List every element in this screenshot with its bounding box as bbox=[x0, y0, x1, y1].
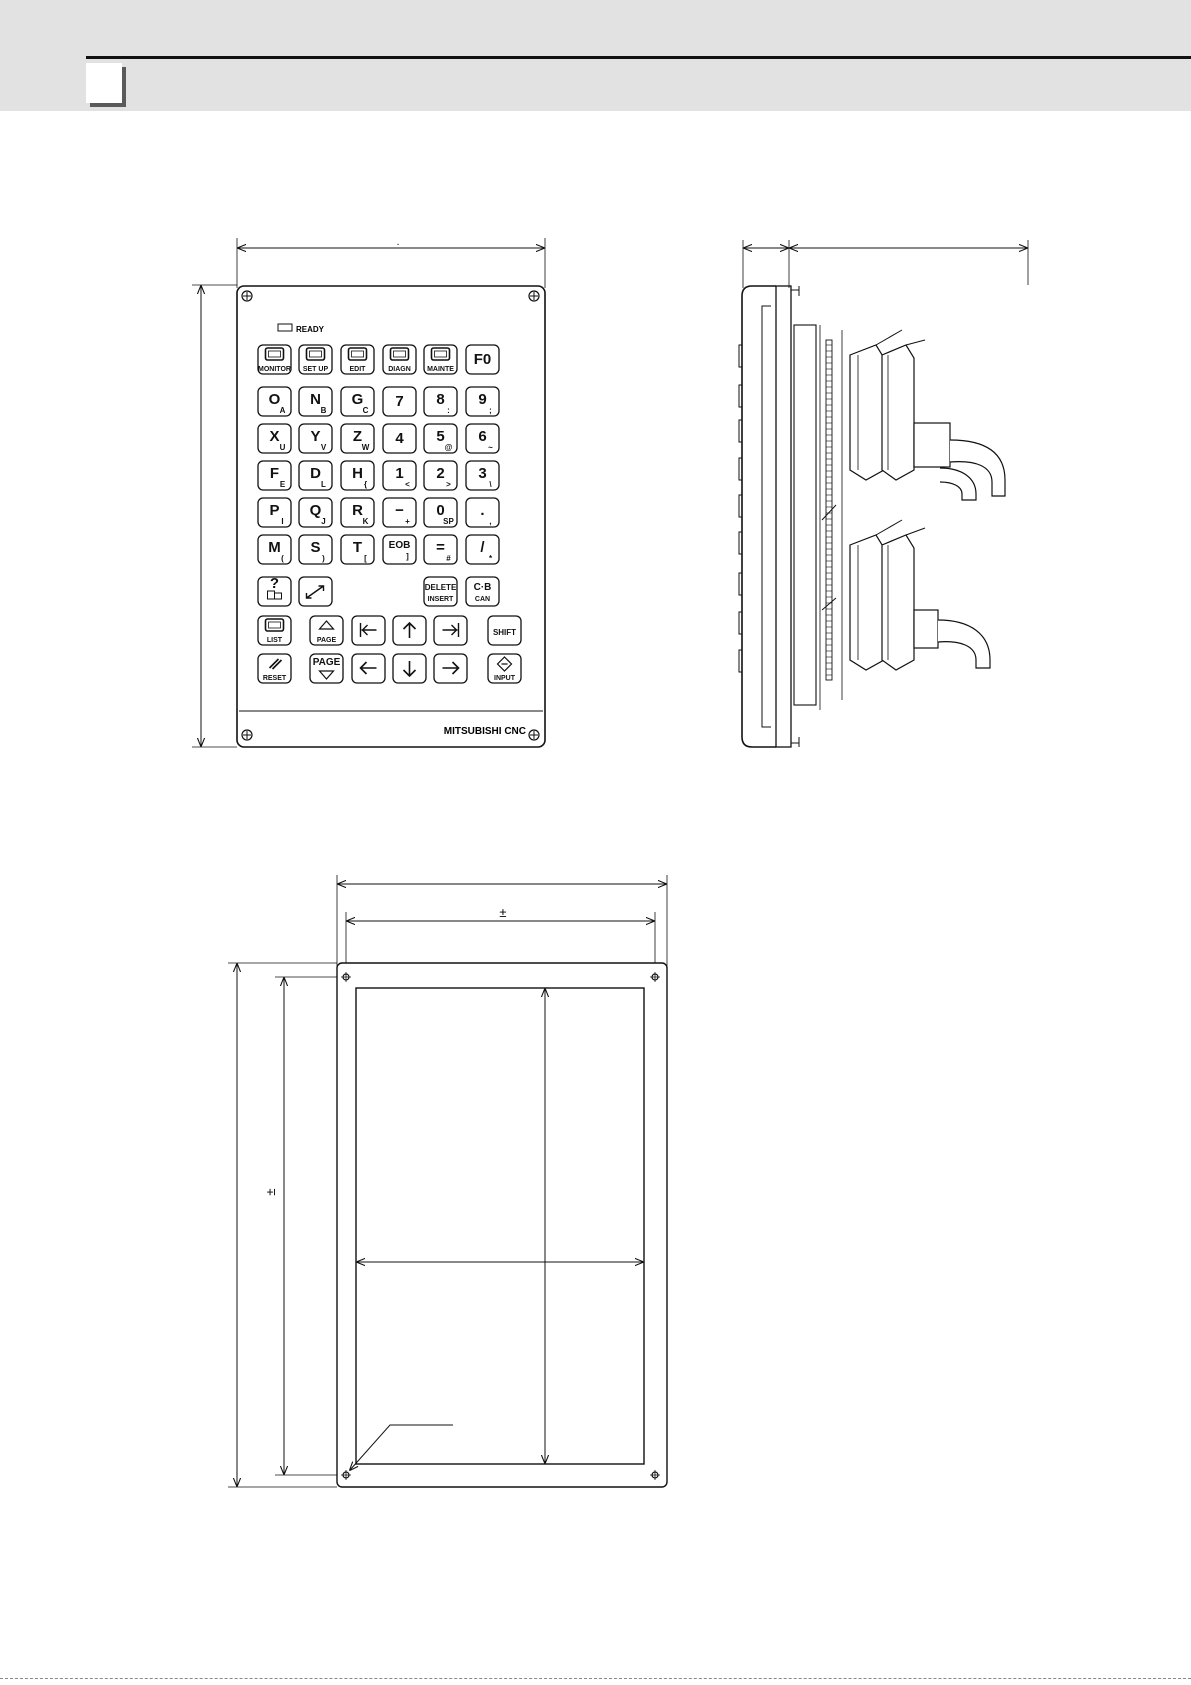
key-sublabel: INPUT bbox=[494, 675, 515, 682]
screw-icon bbox=[529, 291, 539, 301]
key-sublabel: I bbox=[281, 517, 284, 526]
key-sublabel: ~ bbox=[488, 443, 493, 452]
screw-icon bbox=[242, 291, 252, 301]
key-5-key[interactable] bbox=[424, 424, 457, 453]
key-label: = bbox=[436, 539, 445, 556]
key-4-key[interactable] bbox=[383, 424, 416, 453]
key-t-key[interactable] bbox=[341, 535, 374, 564]
key-o-key[interactable] bbox=[258, 387, 291, 416]
hole-pitch-tolerance: ± bbox=[499, 905, 507, 920]
mainte-icon bbox=[432, 348, 450, 360]
ready-label: READY bbox=[296, 325, 325, 334]
key-label: . bbox=[480, 502, 485, 519]
pcb-board bbox=[794, 325, 816, 705]
key-label: 8 bbox=[436, 391, 445, 408]
list-icon bbox=[266, 619, 284, 631]
side-view bbox=[739, 240, 1028, 747]
key-sublabel: C bbox=[362, 406, 369, 415]
key-label: SHIFT bbox=[492, 628, 517, 637]
key-label: 4 bbox=[395, 430, 404, 447]
bezel-rear bbox=[776, 286, 791, 747]
key-eob-key[interactable] bbox=[383, 535, 416, 564]
key-key-key[interactable] bbox=[383, 498, 416, 527]
lower-connector-block bbox=[850, 520, 990, 670]
key-sublabel: ) bbox=[322, 554, 325, 563]
arrow-up-key[interactable] bbox=[393, 616, 426, 645]
list-key[interactable] bbox=[258, 616, 291, 645]
setup-key[interactable] bbox=[299, 345, 332, 374]
key-sublabel: { bbox=[363, 480, 368, 489]
key-sublabel: B bbox=[320, 406, 327, 415]
key-sublabel: \ bbox=[489, 480, 492, 489]
bezel-inner bbox=[762, 306, 771, 727]
tab-left-key[interactable] bbox=[352, 616, 385, 645]
key-label: M bbox=[268, 539, 281, 556]
brand-label: MITSUBISHI CNC bbox=[443, 726, 526, 737]
monitor-key[interactable] bbox=[258, 345, 291, 374]
key-label: 9 bbox=[478, 391, 487, 408]
edit-key[interactable] bbox=[341, 345, 374, 374]
key-m-key[interactable] bbox=[258, 535, 291, 564]
key-2-key[interactable] bbox=[424, 461, 457, 490]
key-label: G bbox=[351, 391, 364, 408]
key-label: D bbox=[310, 465, 321, 482]
mainte-key[interactable] bbox=[424, 345, 457, 374]
key-sublabel: SET UP bbox=[302, 366, 329, 373]
reset-key[interactable] bbox=[258, 654, 291, 683]
key-sublabel: RESET bbox=[262, 675, 287, 682]
key-p-key[interactable] bbox=[258, 498, 291, 527]
key-6-key[interactable] bbox=[466, 424, 499, 453]
key-sublabel: CAN bbox=[474, 596, 491, 603]
key-sublabel: + bbox=[405, 517, 410, 526]
edit-icon bbox=[349, 348, 367, 360]
key-label: R bbox=[352, 502, 363, 519]
key-sublabel: W bbox=[361, 443, 370, 452]
key-label: N bbox=[310, 391, 321, 408]
arrow-down-key[interactable] bbox=[393, 654, 426, 683]
key-sublabel: A bbox=[279, 406, 286, 415]
key-label: P bbox=[269, 502, 280, 519]
key-sublabel: * bbox=[488, 554, 493, 563]
key-s-key[interactable] bbox=[299, 535, 332, 564]
key-sublabel: L bbox=[321, 480, 326, 489]
key-1-key[interactable] bbox=[383, 461, 416, 490]
key-label: − bbox=[395, 502, 404, 519]
key-sublabel: @ bbox=[444, 443, 453, 452]
key-sublabel: : bbox=[447, 406, 450, 415]
key-7-key[interactable] bbox=[383, 387, 416, 416]
key-label: Z bbox=[352, 428, 363, 445]
screw-icon bbox=[242, 730, 252, 740]
setup-icon bbox=[307, 348, 325, 360]
key-label: C·B bbox=[473, 582, 492, 593]
key-sublabel: < bbox=[405, 480, 410, 489]
key-x-key[interactable] bbox=[258, 424, 291, 453]
key-label: ? bbox=[269, 575, 280, 592]
key-label: 3 bbox=[478, 465, 487, 482]
key-sublabel: LIST bbox=[266, 637, 283, 644]
key-sublabel: > bbox=[446, 480, 451, 489]
key-f-key[interactable] bbox=[258, 461, 291, 490]
key-sublabel: # bbox=[446, 554, 451, 563]
key-label: F0 bbox=[473, 351, 492, 368]
window-move-key[interactable] bbox=[299, 577, 332, 606]
page-down-key[interactable] bbox=[310, 654, 343, 683]
diagn-key[interactable] bbox=[383, 345, 416, 374]
key-label: 5 bbox=[436, 428, 445, 445]
help-window-key[interactable] bbox=[258, 575, 291, 606]
key-label: S bbox=[310, 539, 321, 556]
key-shift-key[interactable] bbox=[488, 616, 521, 645]
key-c-b-key[interactable] bbox=[466, 577, 499, 606]
key-3-key[interactable] bbox=[466, 461, 499, 490]
key-sublabel: ] bbox=[406, 552, 409, 561]
key-label: 1 bbox=[395, 465, 404, 482]
key-sublabel: ( bbox=[281, 554, 284, 563]
tab-right-key[interactable] bbox=[434, 616, 467, 645]
key-label: 7 bbox=[395, 393, 404, 410]
footer-rule bbox=[0, 1678, 1191, 1679]
key-sublabel: EDIT bbox=[349, 366, 366, 373]
key-sublabel: [ bbox=[364, 554, 367, 563]
key-label: 2 bbox=[436, 465, 445, 482]
key-z-key[interactable] bbox=[341, 424, 374, 453]
arrow-right-key[interactable] bbox=[434, 654, 467, 683]
key-label: / bbox=[480, 539, 485, 556]
key-sublabel: K bbox=[362, 517, 369, 526]
key-label: 6 bbox=[478, 428, 487, 445]
screw-icon bbox=[529, 730, 539, 740]
key-label: F bbox=[269, 465, 280, 482]
key-f0-key[interactable] bbox=[466, 345, 499, 374]
key-sublabel: MAINTE bbox=[427, 366, 454, 373]
hole-pitch-height-tolerance: ± bbox=[263, 1188, 278, 1196]
ready-led bbox=[278, 324, 292, 331]
key-0-key[interactable] bbox=[424, 498, 457, 527]
key-sublabel: E bbox=[279, 480, 286, 489]
diagn-icon bbox=[391, 348, 409, 360]
key-r-key[interactable] bbox=[341, 498, 374, 527]
key-label: EOB bbox=[388, 540, 411, 551]
key-n-key[interactable] bbox=[299, 387, 332, 416]
key-sublabel: ; bbox=[489, 406, 492, 415]
key-delete-key[interactable] bbox=[424, 577, 457, 606]
key-d-key[interactable] bbox=[299, 461, 332, 490]
key-key-key[interactable] bbox=[424, 535, 457, 564]
monitor-icon bbox=[266, 348, 284, 360]
key-sublabel: DIAGN bbox=[388, 366, 411, 373]
key-label: Y bbox=[310, 428, 321, 445]
front-view bbox=[192, 237, 545, 747]
key-label: Q bbox=[309, 502, 322, 519]
key-sublabel: J bbox=[321, 517, 326, 526]
panel-cut-view bbox=[228, 875, 667, 1487]
key-label: 0 bbox=[436, 502, 445, 519]
key-sublabel: MONITOR bbox=[258, 366, 291, 373]
key-sublabel: U bbox=[279, 443, 286, 452]
key-y-key[interactable] bbox=[299, 424, 332, 453]
arrow-left-key[interactable] bbox=[352, 654, 385, 683]
key-label: DELETE bbox=[424, 583, 457, 592]
key-9-key[interactable] bbox=[466, 387, 499, 416]
bezel-outline bbox=[742, 286, 776, 747]
key-key-key[interactable] bbox=[466, 535, 499, 564]
key-q-key[interactable] bbox=[299, 498, 332, 527]
key-h-key[interactable] bbox=[341, 461, 374, 490]
key-g-key[interactable] bbox=[341, 387, 374, 416]
panel-cutout bbox=[356, 988, 644, 1464]
page-up-key[interactable] bbox=[310, 616, 343, 645]
key-label: O bbox=[268, 391, 281, 408]
key-key-key[interactable] bbox=[466, 498, 499, 527]
upper-connector-block bbox=[850, 330, 1005, 500]
key-label: H bbox=[352, 465, 363, 482]
key-label: PAGE bbox=[312, 657, 341, 668]
key-label: T bbox=[352, 539, 363, 556]
key-sublabel: , bbox=[489, 517, 492, 526]
key-sublabel: V bbox=[320, 443, 327, 452]
key-sublabel: INSERT bbox=[427, 596, 454, 603]
key-8-key[interactable] bbox=[424, 387, 457, 416]
key-sublabel: PAGE bbox=[316, 637, 337, 644]
key-label: X bbox=[269, 428, 280, 445]
key-sublabel: SP bbox=[443, 517, 454, 526]
width-dimension-mark: . bbox=[396, 237, 400, 248]
input-key[interactable] bbox=[488, 654, 521, 683]
